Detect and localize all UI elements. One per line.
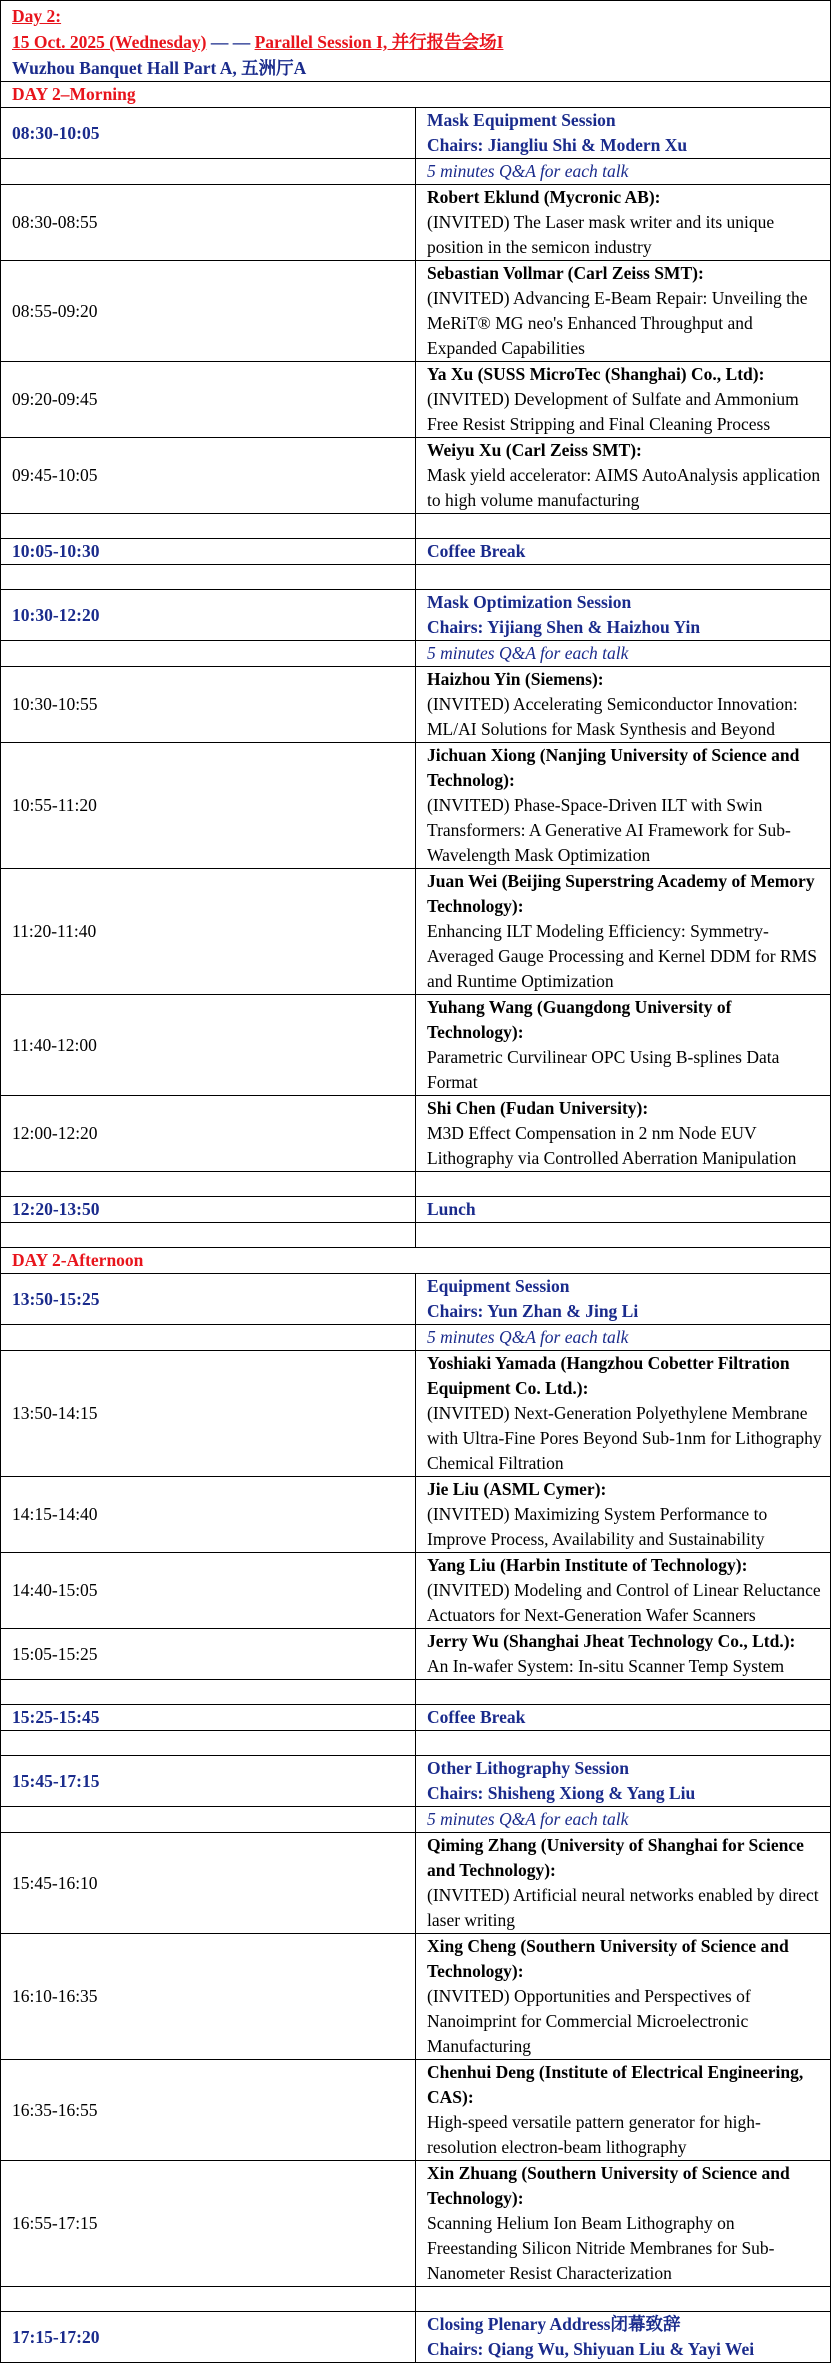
talk-title: Parametric Curvilinear OPC Using B-splines Data Format bbox=[427, 1047, 780, 1092]
talk-speaker: Ya Xu (SUSS MicroTec (Shanghai) Co., Ltd): bbox=[427, 364, 765, 384]
talk-info bbox=[416, 1477, 831, 1553]
talk-speaker: Jie Liu (ASML Cymer): bbox=[427, 1479, 607, 1499]
spacer-row bbox=[1, 1172, 831, 1197]
spacer-row bbox=[1, 1731, 831, 1756]
talk-info bbox=[416, 438, 831, 514]
spacer-row bbox=[1, 1680, 831, 1705]
break-time: 10:05-10:30 bbox=[1, 539, 416, 565]
talk-title: (INVITED) Opportunities and Perspectives of Nanoimprint for Commercial Microelectronic Manufacturing bbox=[427, 1986, 751, 2056]
talk-info bbox=[416, 185, 831, 261]
dash-separator: — — bbox=[206, 32, 255, 52]
talk-speaker: Jichuan Xiong (Nanjing University of Science and Technolog): bbox=[427, 745, 800, 790]
talk-time: 08:55-09:20 bbox=[1, 261, 416, 362]
session-title: Mask Equipment Session bbox=[427, 110, 616, 130]
talk-speaker: Haizhou Yin (Siemens): bbox=[427, 669, 604, 689]
break-label: Lunch bbox=[416, 1197, 831, 1223]
talk-speaker: Xing Cheng (Southern University of Science and Technology): bbox=[427, 1936, 789, 1981]
break-time: 15:25-15:45 bbox=[1, 1705, 416, 1731]
talk-speaker: Qiming Zhang (University of Shanghai for Science and Technology): bbox=[427, 1835, 804, 1880]
talk-row bbox=[1, 667, 831, 743]
session-chairs: Chairs: Yijiang Shen & Haizhou Yin bbox=[427, 617, 701, 637]
session-info bbox=[416, 1274, 831, 1325]
talk-speaker: Yoshiaki Yamada (Hangzhou Cobetter Filtration Equipment Co. Ltd.): bbox=[427, 1353, 790, 1398]
qa-blank bbox=[1, 1325, 416, 1351]
date-session-line bbox=[12, 29, 824, 55]
talk-info bbox=[416, 743, 831, 869]
talk-row bbox=[1, 362, 831, 438]
talk-info bbox=[416, 261, 831, 362]
session-row bbox=[1, 2312, 831, 2363]
qa-row bbox=[1, 641, 831, 667]
talk-title: An In-wafer System: In-situ Scanner Temp System bbox=[427, 1656, 785, 1676]
qa-blank bbox=[1, 641, 416, 667]
talk-time: 15:45-16:10 bbox=[1, 1833, 416, 1934]
talk-time: 16:10-16:35 bbox=[1, 1934, 416, 2060]
talk-speaker: Xin Zhuang (Southern University of Science and Technology): bbox=[427, 2163, 790, 2208]
qa-row bbox=[1, 1325, 831, 1351]
talk-row bbox=[1, 185, 831, 261]
qa-blank bbox=[1, 159, 416, 185]
qa-note: 5 minutes Q&A for each talk bbox=[416, 159, 831, 185]
talk-speaker: Chenhui Deng (Institute of Electrical Engineering, CAS): bbox=[427, 2062, 804, 2107]
talk-title: Mask yield accelerator: AIMS AutoAnalysis application to high volume manufacturing bbox=[427, 465, 821, 510]
talk-row bbox=[1, 2161, 831, 2287]
date-text: 15 Oct. 2025 (Wednesday) bbox=[12, 32, 207, 52]
session-time: 17:15-17:20 bbox=[1, 2312, 416, 2363]
qa-note: 5 minutes Q&A for each talk bbox=[416, 1807, 831, 1833]
session-chairs: Chairs: Yun Zhan & Jing Li bbox=[427, 1301, 639, 1321]
talk-title: High-speed versatile pattern generator for high-resolution electron-beam lithography bbox=[427, 2112, 761, 2157]
talk-info bbox=[416, 995, 831, 1096]
morning-label-row bbox=[1, 82, 831, 108]
talk-time: 09:20-09:45 bbox=[1, 362, 416, 438]
talk-speaker: Weiyu Xu (Carl Zeiss SMT): bbox=[427, 440, 642, 460]
session-time: 08:30-10:05 bbox=[1, 108, 416, 159]
talk-speaker: Robert Eklund (Mycronic AB): bbox=[427, 187, 661, 207]
session-title: Equipment Session bbox=[427, 1276, 570, 1296]
session-time: 13:50-15:25 bbox=[1, 1274, 416, 1325]
talk-info bbox=[416, 1833, 831, 1934]
talk-info bbox=[416, 1934, 831, 2060]
spacer-row bbox=[1, 1223, 831, 1248]
spacer-row bbox=[1, 2287, 831, 2312]
talk-title: Enhancing ILT Modeling Efficiency: Symmetry-Averaged Gauge Processing and Kernel DDM for RMS and Runtime Optimization bbox=[427, 921, 817, 991]
talk-time: 09:45-10:05 bbox=[1, 438, 416, 514]
talk-time: 13:50-14:15 bbox=[1, 1351, 416, 1477]
talk-info bbox=[416, 2161, 831, 2287]
morning-label: DAY 2–Morning bbox=[1, 82, 831, 108]
spacer-row bbox=[1, 565, 831, 590]
talk-title: (INVITED) The Laser mask writer and its unique position in the semicon industry bbox=[427, 212, 775, 257]
talk-title: (INVITED) Phase-Space-Driven ILT with Swin Transformers: A Generative AI Framework for Sub-Wavelength Mask Optimization bbox=[427, 795, 791, 865]
talk-time: 08:30-08:55 bbox=[1, 185, 416, 261]
talk-row bbox=[1, 1351, 831, 1477]
session-info bbox=[416, 1756, 831, 1807]
talk-info bbox=[416, 1553, 831, 1629]
talk-time: 12:00-12:20 bbox=[1, 1096, 416, 1172]
talk-info bbox=[416, 1351, 831, 1477]
session-time: 10:30-12:20 bbox=[1, 590, 416, 641]
talk-speaker: Shi Chen (Fudan University): bbox=[427, 1098, 649, 1118]
talk-info bbox=[416, 667, 831, 743]
qa-row bbox=[1, 1807, 831, 1833]
talk-speaker: Juan Wei (Beijing Superstring Academy of Memory Technology): bbox=[427, 871, 815, 916]
talk-time: 16:35-16:55 bbox=[1, 2060, 416, 2161]
session-row bbox=[1, 1274, 831, 1325]
spacer-row bbox=[1, 514, 831, 539]
talk-row bbox=[1, 1096, 831, 1172]
talk-speaker: Yuhang Wang (Guangdong University of Technology): bbox=[427, 997, 732, 1042]
session-info bbox=[416, 108, 831, 159]
afternoon-label-row bbox=[1, 1248, 831, 1274]
qa-note: 5 minutes Q&A for each talk bbox=[416, 1325, 831, 1351]
break-row bbox=[1, 539, 831, 565]
day-heading: Day 2: bbox=[12, 6, 62, 26]
break-row bbox=[1, 1705, 831, 1731]
talk-title: (INVITED) Artificial neural networks enabled by direct laser writing bbox=[427, 1885, 819, 1930]
session-title: Closing Plenary Address闭幕致辞 bbox=[427, 2314, 681, 2334]
session-title: Other Lithography Session bbox=[427, 1758, 629, 1778]
session-title: Parallel Session I, 并行报告会场I bbox=[254, 32, 504, 52]
break-label: Coffee Break bbox=[416, 539, 831, 565]
talk-time: 14:15-14:40 bbox=[1, 1477, 416, 1553]
talk-title: (INVITED) Maximizing System Performance to Improve Process, Availability and Sustainability bbox=[427, 1504, 768, 1549]
talk-info bbox=[416, 869, 831, 995]
session-info bbox=[416, 2312, 831, 2363]
talk-info bbox=[416, 1096, 831, 1172]
talk-row bbox=[1, 261, 831, 362]
talk-row bbox=[1, 743, 831, 869]
talk-time: 10:55-11:20 bbox=[1, 743, 416, 869]
talk-title: (INVITED) Next-Generation Polyethylene Membrane with Ultra-Fine Pores Beyond Sub-1nm for Lithography Chemical Filtration bbox=[427, 1403, 822, 1473]
talk-row bbox=[1, 869, 831, 995]
talk-time: 15:05-15:25 bbox=[1, 1629, 416, 1680]
talk-row bbox=[1, 2060, 831, 2161]
talk-title: M3D Effect Compensation in 2 nm Node EUV Lithography via Controlled Aberration Manipulation bbox=[427, 1123, 797, 1168]
break-time: 12:20-13:50 bbox=[1, 1197, 416, 1223]
talk-title: (INVITED) Accelerating Semiconductor Innovation: ML/AI Solutions for Mask Synthesis and Beyond bbox=[427, 694, 798, 739]
session-title: Mask Optimization Session bbox=[427, 592, 632, 612]
session-row bbox=[1, 1756, 831, 1807]
talk-row bbox=[1, 995, 831, 1096]
talk-row bbox=[1, 1833, 831, 1934]
talk-title: (INVITED) Development of Sulfate and Ammonium Free Resist Stripping and Final Cleaning Process bbox=[427, 389, 799, 434]
break-label: Coffee Break bbox=[416, 1705, 831, 1731]
talk-row bbox=[1, 1934, 831, 2060]
venue-text: Wuzhou Banquet Hall Part A, 五洲厅A bbox=[12, 58, 307, 78]
qa-note: 5 minutes Q&A for each talk bbox=[416, 641, 831, 667]
talk-speaker: Yang Liu (Harbin Institute of Technology): bbox=[427, 1555, 748, 1575]
talk-row bbox=[1, 1629, 831, 1680]
talk-time: 11:40-12:00 bbox=[1, 995, 416, 1096]
session-time: 15:45-17:15 bbox=[1, 1756, 416, 1807]
talk-title: (INVITED) Advancing E-Beam Repair: Unveiling the MeRiT® MG neo's Enhanced Throughput and Expanded Capabilities bbox=[427, 288, 808, 358]
afternoon-label: DAY 2-Afternoon bbox=[1, 1248, 831, 1274]
talk-time: 10:30-10:55 bbox=[1, 667, 416, 743]
qa-blank bbox=[1, 1807, 416, 1833]
talk-title: Scanning Helium Ion Beam Lithography on Freestanding Silicon Nitride Membranes for Sub-Nanometer Resist Characterization bbox=[427, 2213, 775, 2283]
qa-row bbox=[1, 159, 831, 185]
talk-row bbox=[1, 1477, 831, 1553]
talk-info bbox=[416, 1629, 831, 1680]
session-row bbox=[1, 590, 831, 641]
session-chairs: Chairs: Qiang Wu, Shiyuan Liu & Yayi Wei bbox=[427, 2339, 755, 2359]
header-row bbox=[1, 1, 831, 82]
talk-row bbox=[1, 438, 831, 514]
talk-info bbox=[416, 2060, 831, 2161]
session-chairs: Chairs: Shisheng Xiong & Yang Liu bbox=[427, 1783, 696, 1803]
talk-time: 11:20-11:40 bbox=[1, 869, 416, 995]
session-info bbox=[416, 590, 831, 641]
talk-title: (INVITED) Modeling and Control of Linear Reluctance Actuators for Next-Generation Wafer Scanners bbox=[427, 1580, 821, 1625]
break-row bbox=[1, 1197, 831, 1223]
session-row bbox=[1, 108, 831, 159]
header-cell bbox=[1, 1, 831, 82]
talk-row bbox=[1, 1553, 831, 1629]
talk-time: 16:55-17:15 bbox=[1, 2161, 416, 2287]
talk-speaker: Jerry Wu (Shanghai Jheat Technology Co., Ltd.): bbox=[427, 1631, 796, 1651]
talk-info bbox=[416, 362, 831, 438]
session-chairs: Chairs: Jiangliu Shi & Modern Xu bbox=[427, 135, 688, 155]
talk-speaker: Sebastian Vollmar (Carl Zeiss SMT): bbox=[427, 263, 704, 283]
talk-time: 14:40-15:05 bbox=[1, 1553, 416, 1629]
